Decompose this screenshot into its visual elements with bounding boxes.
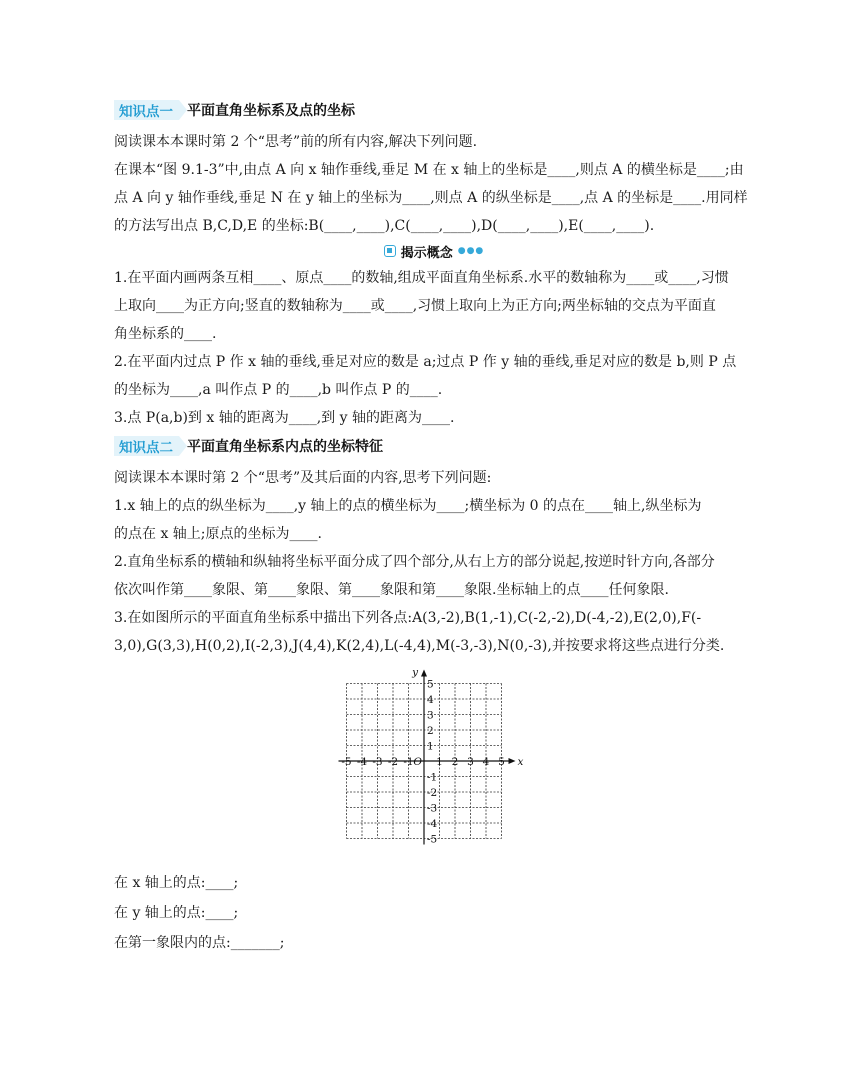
x-tick-label: -1 bbox=[403, 756, 414, 768]
y-tick-label: 3 bbox=[427, 709, 434, 722]
origin-label: O bbox=[413, 756, 422, 768]
concept-banner bbox=[114, 240, 754, 262]
x-axis-label: x bbox=[517, 756, 524, 768]
x-tick-label: 3 bbox=[467, 756, 474, 768]
x-tick-label: -4 bbox=[356, 756, 368, 768]
y-tick-label: -4 bbox=[427, 818, 438, 830]
section1-tag: 知识点一 bbox=[114, 100, 179, 120]
section2-tag: 知识点二 bbox=[114, 436, 179, 456]
y-tick-label: 2 bbox=[427, 725, 434, 737]
worksheet-page bbox=[114, 96, 754, 958]
y-tick-label: 1 bbox=[427, 740, 434, 753]
dots-icon: ●●● bbox=[457, 246, 485, 256]
section1-line: 在课本“图 9.1-3”中,由点 A 向 x 轴作垂线,垂足 M 在 x 轴上的坐标是____,则点 A 的横坐标是____;由 bbox=[114, 162, 744, 178]
section2-line: 3,0),G(3,3),H(0,2),I(-2,3),J(4,4),K(2,4),L(-4,4),M(-3,-3),N(0,-3),并按要求将这些点进行分类. bbox=[114, 638, 725, 654]
x-axis-arrow bbox=[509, 758, 516, 764]
section2-line: 的点在 x 轴上;原点的坐标为____. bbox=[114, 526, 322, 542]
y-axis-arrow bbox=[421, 670, 427, 677]
concept-line: 的坐标为____,a 叫作点 P 的____,b 叫作点 P 的____. bbox=[114, 382, 443, 398]
section1-line: 阅读课本本课时第 2 个“思考”前的所有内容,解决下列问题. bbox=[114, 134, 478, 150]
section2-line: 阅读课本本课时第 2 个“思考”及其后面的内容,思考下列问题: bbox=[114, 470, 492, 486]
concept-banner-text: 揭示概念 bbox=[400, 245, 453, 261]
y-tick-label: -1 bbox=[427, 771, 438, 784]
section1-title: 平面直角坐标系及点的坐标 bbox=[187, 103, 355, 119]
coordinate-grid-chart bbox=[338, 666, 528, 852]
answer-line: 在第一象限内的点:_______; bbox=[114, 935, 285, 951]
x-tick-label: 2 bbox=[451, 756, 459, 768]
section2-line: 依次叫作第____象限、第____象限、第____象限和第____象限.坐标轴上的点____任何象限. bbox=[114, 582, 669, 598]
concept-line: 2.在平面内过点 P 作 x 轴的垂线,垂足对应的数是 a;过点 P 作 y 轴的垂线,垂足对应的数是 b,则 P 点 bbox=[114, 354, 737, 370]
answer-line: 在 y 轴上的点:____; bbox=[114, 905, 239, 921]
coordinate-figure bbox=[114, 666, 754, 856]
y-tick-label: 4 bbox=[427, 694, 434, 706]
section2-header bbox=[114, 434, 754, 458]
concept-line: 上取向____为正方向;竖直的数轴称为____或____,习惯上取向上为正方向;两坐标轴的交点为平面直 bbox=[114, 298, 716, 314]
x-tick-label: -3 bbox=[372, 756, 383, 768]
concept-icon bbox=[384, 245, 396, 257]
y-tick-label: -2 bbox=[427, 787, 438, 799]
x-tick-label: -2 bbox=[387, 756, 399, 768]
x-tick-label: 1 bbox=[436, 756, 443, 768]
y-tick-label: 5 bbox=[427, 678, 434, 691]
x-tick-label: 5 bbox=[498, 756, 505, 768]
concept-line: 1.在平面内画两条互相____、原点____的数轴,组成平面直角坐标系.水平的数轴称为____或____,习惯 bbox=[114, 270, 729, 286]
section2-title: 平面直角坐标系内点的坐标特征 bbox=[187, 439, 383, 455]
y-axis-label: y bbox=[412, 666, 418, 679]
y-tick-label: -3 bbox=[427, 802, 438, 815]
x-tick-label: 4 bbox=[482, 756, 490, 768]
section1-line: 的方法写出点 B,C,D,E 的坐标:B(____,____),C(____,____),D(____,____),E(____,____). bbox=[114, 218, 655, 234]
y-tick-label: -5 bbox=[427, 833, 438, 846]
section1-header bbox=[114, 98, 754, 122]
section2-line: 3.在如图所示的平面直角坐标系中描出下列各点:A(3,-2),B(1,-1),C(-2,-2),D(-4,-2),E(2,0),F(- bbox=[114, 610, 702, 626]
section1-line: 点 A 向 y 轴作垂线,垂足 N 在 y 轴上的坐标为____,则点 A 的纵坐标是____,点 A 的坐标是____.用同样 bbox=[114, 190, 748, 206]
concept-line: 角坐标系的____. bbox=[114, 326, 217, 342]
answer-line: 在 x 轴上的点:____; bbox=[114, 875, 239, 891]
section2-line: 2.直角坐标系的横轴和纵轴将坐标平面分成了四个部分,从右上方的部分说起,按逆时针方向,各部分 bbox=[114, 554, 715, 570]
x-tick-label: -5 bbox=[341, 756, 352, 768]
section2-line: 1.x 轴上的点的纵坐标为____,y 轴上的点的横坐标为____;横坐标为 0 的点在____轴上,纵坐标为 bbox=[114, 498, 702, 514]
concept-line: 3.点 P(a,b)到 x 轴的距离为____,到 y 轴的距离为____. bbox=[114, 410, 455, 426]
